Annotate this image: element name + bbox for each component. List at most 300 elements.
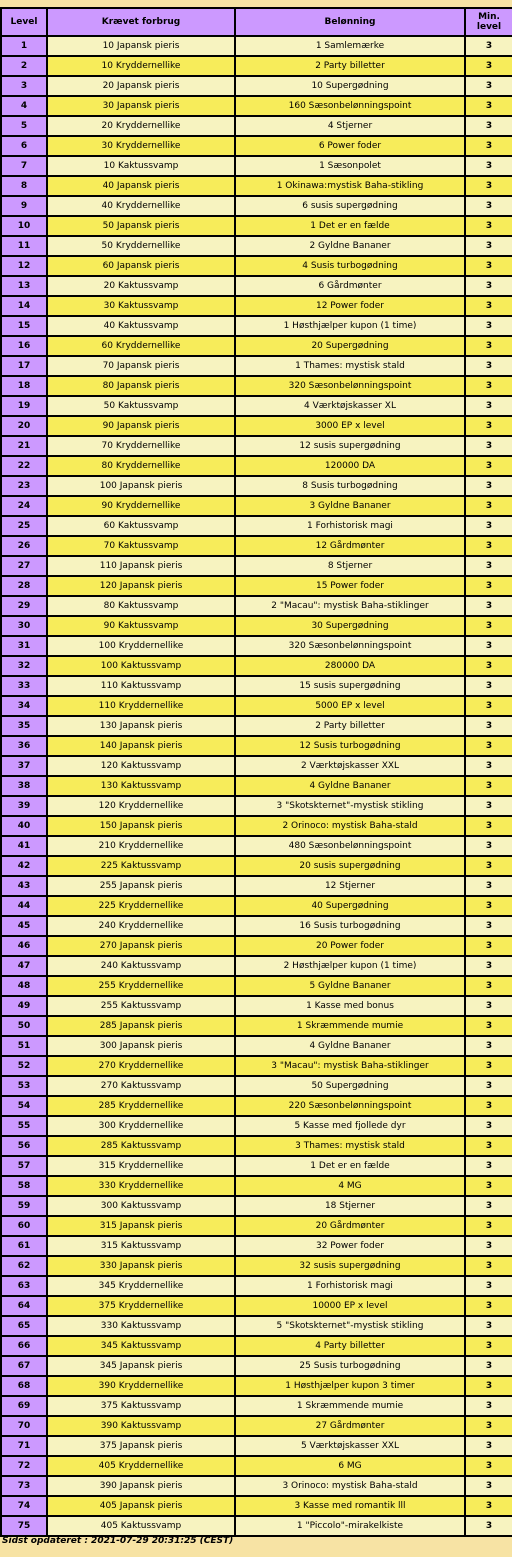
cell-min-level: 3 [465,336,512,356]
cell-required: 375 Japansk pieris [47,1436,235,1456]
table-row [1,1496,512,1516]
table-row [1,56,512,76]
table-row [1,456,512,476]
cell-required: 255 Kaktussvamp [47,996,235,1016]
cell-reward: 3 "Skotskternet"-mystisk stikling [235,796,465,816]
table-row [1,1336,512,1356]
table-row [1,636,512,656]
cell-reward: 1 Skræmmende mumie [235,1016,465,1036]
cell-required: 390 Japansk pieris [47,1476,235,1496]
cell-level: 26 [1,536,47,556]
cell-level: 4 [1,96,47,116]
cell-level: 27 [1,556,47,576]
cell-min-level: 3 [465,1156,512,1176]
table-row [1,416,512,436]
table-row [1,896,512,916]
cell-level: 32 [1,656,47,676]
cell-min-level: 3 [465,1396,512,1416]
cell-required: 140 Japansk pieris [47,736,235,756]
cell-required: 20 Kaktussvamp [47,276,235,296]
table-row [1,576,512,596]
cell-required: 70 Kaktussvamp [47,536,235,556]
table-row [1,236,512,256]
cell-level: 44 [1,896,47,916]
cell-min-level: 3 [465,1136,512,1156]
cell-required: 270 Kaktussvamp [47,1076,235,1096]
cell-reward: 32 susis supergødning [235,1256,465,1276]
table-row [1,276,512,296]
cell-min-level: 3 [465,136,512,156]
cell-required: 315 Kryddernellike [47,1156,235,1176]
cell-min-level: 3 [465,1496,512,1516]
cell-required: 150 Japansk pieris [47,816,235,836]
table-row [1,556,512,576]
cell-min-level: 3 [465,216,512,236]
cell-required: 285 Kaktussvamp [47,1136,235,1156]
cell-min-level: 3 [465,796,512,816]
cell-required: 345 Kryddernellike [47,1276,235,1296]
cell-reward: 320 Sæsonbelønningspoint [235,376,465,396]
table-row [1,256,512,276]
cell-level: 15 [1,316,47,336]
cell-reward: 20 Supergødning [235,336,465,356]
cell-reward: 480 Sæsonbelønningspoint [235,836,465,856]
cell-reward: 15 susis supergødning [235,676,465,696]
table-row [1,776,512,796]
table-row [1,1396,512,1416]
table-row [1,856,512,876]
cell-level: 8 [1,176,47,196]
cell-required: 10 Kryddernellike [47,56,235,76]
cell-reward: 40 Supergødning [235,896,465,916]
cell-reward: 1 Høsthjælper kupon (1 time) [235,316,465,336]
cell-min-level: 3 [465,416,512,436]
cell-required: 70 Japansk pieris [47,356,235,376]
cell-required: 300 Kryddernellike [47,1116,235,1136]
cell-required: 225 Kryddernellike [47,896,235,916]
cell-reward: 320 Sæsonbelønningspoint [235,636,465,656]
cell-required: 345 Kaktussvamp [47,1336,235,1356]
cell-required: 255 Kryddernellike [47,976,235,996]
cell-required: 405 Japansk pieris [47,1496,235,1516]
cell-min-level: 3 [465,1356,512,1376]
cell-reward: 2 Party billetter [235,716,465,736]
cell-reward: 2 "Macau": mystisk Baha-stiklinger [235,596,465,616]
cell-level: 63 [1,1276,47,1296]
cell-reward: 6 susis supergødning [235,196,465,216]
cell-level: 59 [1,1196,47,1216]
cell-reward: 2 Høsthjælper kupon (1 time) [235,956,465,976]
cell-reward: 1 Okinawa:mystisk Baha-stikling [235,176,465,196]
cell-level: 69 [1,1396,47,1416]
cell-reward: 6 Power foder [235,136,465,156]
cell-min-level: 3 [465,236,512,256]
cell-reward: 8 Susis turbogødning [235,476,465,496]
cell-required: 30 Japansk pieris [47,96,235,116]
cell-reward: 12 Stjerner [235,876,465,896]
cell-reward: 4 Party billetter [235,1336,465,1356]
cell-level: 52 [1,1056,47,1076]
cell-min-level: 3 [465,116,512,136]
table-row [1,496,512,516]
cell-required: 100 Kaktussvamp [47,656,235,676]
cell-reward: 2 Værktøjskasser XXL [235,756,465,776]
cell-min-level: 3 [465,196,512,216]
cell-min-level: 3 [465,1236,512,1256]
cell-level: 1 [1,36,47,56]
table-row [1,176,512,196]
cell-reward: 10 Supergødning [235,76,465,96]
cell-reward: 2 Gyldne Bananer [235,236,465,256]
table-row [1,196,512,216]
cell-required: 80 Kryddernellike [47,456,235,476]
rewards-table-wrapper [0,7,512,1537]
cell-min-level: 3 [465,876,512,896]
cell-min-level: 3 [465,1256,512,1276]
table-row [1,996,512,1016]
cell-required: 255 Japansk pieris [47,876,235,896]
table-row [1,1076,512,1096]
cell-min-level: 3 [465,1056,512,1076]
table-row [1,1176,512,1196]
cell-reward: 1 Skræmmende mumie [235,1396,465,1416]
cell-level: 24 [1,496,47,516]
cell-required: 110 Japansk pieris [47,556,235,576]
cell-required: 270 Japansk pieris [47,936,235,956]
cell-min-level: 3 [465,1036,512,1056]
table-row [1,296,512,316]
table-row [1,696,512,716]
table-row [1,876,512,896]
cell-min-level: 3 [465,1196,512,1216]
cell-level: 75 [1,1516,47,1536]
cell-required: 315 Kaktussvamp [47,1236,235,1256]
cell-reward: 1 Samlemærke [235,36,465,56]
cell-reward: 1 Thames: mystisk stald [235,356,465,376]
cell-level: 28 [1,576,47,596]
table-row [1,1116,512,1136]
cell-reward: 5 Gyldne Bananer [235,976,465,996]
table-row [1,936,512,956]
header-reward: Belønning [235,8,465,36]
cell-level: 62 [1,1256,47,1276]
cell-min-level: 3 [465,1476,512,1496]
cell-level: 48 [1,976,47,996]
cell-level: 64 [1,1296,47,1316]
cell-level: 25 [1,516,47,536]
table-row [1,796,512,816]
cell-required: 100 Kryddernellike [47,636,235,656]
cell-min-level: 3 [465,36,512,56]
cell-reward: 5 Værktøjskasser XXL [235,1436,465,1456]
header-min-level-text: Min. level [476,12,502,32]
cell-level: 9 [1,196,47,216]
cell-required: 70 Kryddernellike [47,436,235,456]
cell-min-level: 3 [465,1276,512,1296]
cell-reward: 12 susis supergødning [235,436,465,456]
cell-level: 2 [1,56,47,76]
cell-reward: 30 Supergødning [235,616,465,636]
cell-level: 71 [1,1436,47,1456]
cell-min-level: 3 [465,296,512,316]
cell-level: 33 [1,676,47,696]
cell-min-level: 3 [465,1096,512,1116]
table-row [1,736,512,756]
cell-level: 61 [1,1236,47,1256]
cell-reward: 1 Forhistorisk magi [235,1276,465,1296]
cell-required: 110 Kryddernellike [47,696,235,716]
cell-reward: 160 Sæsonbelønningspoint [235,96,465,116]
cell-required: 80 Japansk pieris [47,376,235,396]
cell-reward: 10000 EP x level [235,1296,465,1316]
table-row [1,596,512,616]
cell-required: 40 Kaktussvamp [47,316,235,336]
cell-reward: 12 Power foder [235,296,465,316]
cell-min-level: 3 [465,1436,512,1456]
table-row [1,1316,512,1336]
table-row [1,316,512,336]
cell-reward: 3 Kasse med romantik lll [235,1496,465,1516]
cell-required: 50 Kaktussvamp [47,396,235,416]
table-row [1,356,512,376]
cell-min-level: 3 [465,576,512,596]
cell-reward: 18 Stjerner [235,1196,465,1216]
cell-reward: 1 Høsthjælper kupon 3 timer [235,1376,465,1396]
cell-min-level: 3 [465,1416,512,1436]
cell-reward: 4 Værktøjskasser XL [235,396,465,416]
table-row [1,1516,512,1536]
cell-min-level: 3 [465,636,512,656]
cell-reward: 1 "Piccolo"-mirakelkiste [235,1516,465,1536]
cell-min-level: 3 [465,1456,512,1476]
cell-reward: 4 Susis turbogødning [235,256,465,276]
cell-min-level: 3 [465,896,512,916]
cell-min-level: 3 [465,436,512,456]
cell-reward: 32 Power foder [235,1236,465,1256]
cell-min-level: 3 [465,956,512,976]
cell-required: 210 Kryddernellike [47,836,235,856]
cell-required: 90 Kaktussvamp [47,616,235,636]
cell-required: 240 Kryddernellike [47,916,235,936]
table-row [1,836,512,856]
cell-level: 54 [1,1096,47,1116]
cell-required: 120 Kaktussvamp [47,756,235,776]
table-row [1,156,512,176]
cell-reward: 8 Stjerner [235,556,465,576]
cell-required: 285 Japansk pieris [47,1016,235,1036]
cell-level: 36 [1,736,47,756]
cell-required: 130 Japansk pieris [47,716,235,736]
cell-required: 40 Kryddernellike [47,196,235,216]
cell-min-level: 3 [465,976,512,996]
cell-required: 300 Japansk pieris [47,1036,235,1056]
cell-level: 16 [1,336,47,356]
table-row [1,116,512,136]
cell-reward: 6 Gårdmønter [235,276,465,296]
cell-level: 57 [1,1156,47,1176]
cell-level: 66 [1,1336,47,1356]
cell-level: 18 [1,376,47,396]
cell-min-level: 3 [465,1016,512,1036]
cell-required: 60 Kryddernellike [47,336,235,356]
table-row [1,136,512,156]
cell-level: 58 [1,1176,47,1196]
cell-required: 120 Kryddernellike [47,796,235,816]
cell-min-level: 3 [465,776,512,796]
cell-min-level: 3 [465,1176,512,1196]
cell-required: 405 Kaktussvamp [47,1516,235,1536]
cell-min-level: 3 [465,936,512,956]
cell-min-level: 3 [465,596,512,616]
cell-level: 3 [1,76,47,96]
cell-level: 7 [1,156,47,176]
cell-required: 120 Japansk pieris [47,576,235,596]
cell-min-level: 3 [465,996,512,1016]
cell-required: 50 Kryddernellike [47,236,235,256]
cell-min-level: 3 [465,276,512,296]
cell-reward: 27 Gårdmønter [235,1416,465,1436]
cell-level: 35 [1,716,47,736]
cell-min-level: 3 [465,736,512,756]
cell-required: 240 Kaktussvamp [47,956,235,976]
cell-required: 40 Japansk pieris [47,176,235,196]
cell-level: 56 [1,1136,47,1156]
cell-required: 375 Kryddernellike [47,1296,235,1316]
table-row [1,1096,512,1116]
cell-min-level: 3 [465,76,512,96]
cell-level: 5 [1,116,47,136]
cell-required: 20 Kryddernellike [47,116,235,136]
cell-reward: 1 Det er en fælde [235,216,465,236]
table-row [1,1356,512,1376]
cell-reward: 4 MG [235,1176,465,1196]
cell-min-level: 3 [465,1216,512,1236]
table-row [1,1236,512,1256]
cell-reward: 220 Sæsonbelønningspoint [235,1096,465,1116]
cell-level: 55 [1,1116,47,1136]
cell-level: 39 [1,796,47,816]
cell-level: 67 [1,1356,47,1376]
cell-level: 60 [1,1216,47,1236]
cell-min-level: 3 [465,396,512,416]
table-row [1,956,512,976]
cell-required: 90 Japansk pieris [47,416,235,436]
cell-level: 13 [1,276,47,296]
table-row [1,1016,512,1036]
cell-reward: 4 Gyldne Bananer [235,776,465,796]
table-row [1,396,512,416]
cell-required: 330 Japansk pieris [47,1256,235,1276]
cell-level: 29 [1,596,47,616]
cell-reward: 4 Gyldne Bananer [235,1036,465,1056]
cell-reward: 4 Stjerner [235,116,465,136]
cell-reward: 1 Det er en fælde [235,1156,465,1176]
cell-required: 390 Kryddernellike [47,1376,235,1396]
cell-reward: 50 Supergødning [235,1076,465,1096]
cell-min-level: 3 [465,676,512,696]
cell-min-level: 3 [465,1076,512,1096]
rewards-table [0,7,512,1537]
table-row [1,1196,512,1216]
cell-level: 6 [1,136,47,156]
cell-reward: 1 Sæsonpolet [235,156,465,176]
cell-min-level: 3 [465,356,512,376]
cell-level: 19 [1,396,47,416]
table-row [1,656,512,676]
cell-min-level: 3 [465,256,512,276]
cell-reward: 3 "Macau": mystisk Baha-stiklinger [235,1056,465,1076]
cell-level: 72 [1,1456,47,1476]
cell-required: 110 Kaktussvamp [47,676,235,696]
cell-level: 31 [1,636,47,656]
table-row [1,1436,512,1456]
cell-min-level: 3 [465,476,512,496]
cell-reward: 3 Thames: mystisk stald [235,1136,465,1156]
cell-reward: 2 Orinoco: mystisk Baha-stald [235,816,465,836]
cell-level: 47 [1,956,47,976]
cell-reward: 12 Susis turbogødning [235,736,465,756]
cell-reward: 280000 DA [235,656,465,676]
cell-level: 22 [1,456,47,476]
cell-required: 130 Kaktussvamp [47,776,235,796]
cell-level: 40 [1,816,47,836]
cell-level: 38 [1,776,47,796]
cell-level: 53 [1,1076,47,1096]
cell-level: 46 [1,936,47,956]
cell-reward: 2 Party billetter [235,56,465,76]
cell-required: 225 Kaktussvamp [47,856,235,876]
cell-min-level: 3 [465,616,512,636]
table-row [1,536,512,556]
cell-reward: 20 susis supergødning [235,856,465,876]
cell-level: 37 [1,756,47,776]
cell-required: 90 Kryddernellike [47,496,235,516]
table-row [1,96,512,116]
cell-min-level: 3 [465,496,512,516]
cell-level: 73 [1,1476,47,1496]
cell-min-level: 3 [465,536,512,556]
cell-reward: 1 Forhistorisk magi [235,516,465,536]
cell-min-level: 3 [465,656,512,676]
cell-level: 65 [1,1316,47,1336]
table-row [1,436,512,456]
cell-min-level: 3 [465,1376,512,1396]
table-row [1,616,512,636]
cell-level: 34 [1,696,47,716]
cell-required: 80 Kaktussvamp [47,596,235,616]
cell-required: 300 Kaktussvamp [47,1196,235,1216]
cell-level: 70 [1,1416,47,1436]
table-row [1,216,512,236]
table-row [1,1136,512,1156]
cell-min-level: 3 [465,856,512,876]
cell-min-level: 3 [465,916,512,936]
cell-reward: 15 Power foder [235,576,465,596]
cell-reward: 120000 DA [235,456,465,476]
table-header-row [1,8,512,36]
cell-min-level: 3 [465,1296,512,1316]
cell-min-level: 3 [465,176,512,196]
cell-required: 50 Japansk pieris [47,216,235,236]
cell-level: 42 [1,856,47,876]
cell-level: 12 [1,256,47,276]
cell-min-level: 3 [465,1116,512,1136]
cell-level: 50 [1,1016,47,1036]
table-row [1,1216,512,1236]
cell-required: 30 Kaktussvamp [47,296,235,316]
cell-level: 51 [1,1036,47,1056]
header-level: Level [1,8,47,36]
